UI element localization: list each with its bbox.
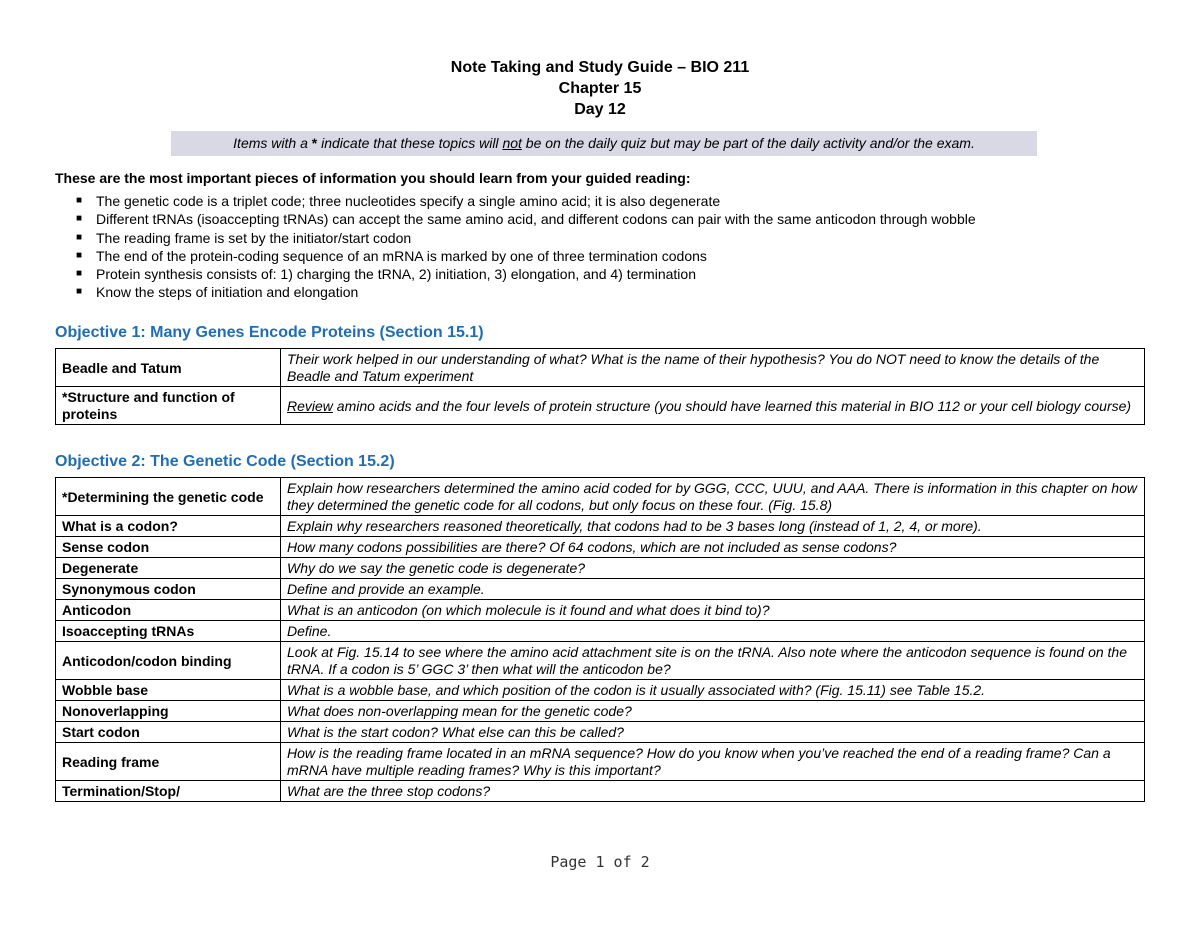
table-row (56, 722, 1145, 743)
description-cell: What are the three stop codons? (281, 781, 1145, 802)
term-cell: Termination/Stop/ (56, 781, 281, 802)
key-points-list (76, 192, 976, 302)
bullet-icon: ■ (76, 249, 83, 261)
table-row (56, 743, 1145, 781)
term-cell: Reading frame (56, 743, 281, 781)
term-cell: Start codon (56, 722, 281, 743)
bullet-icon: ■ (76, 268, 83, 280)
description-cell: Define and provide an example. (281, 579, 1145, 600)
intro-heading: These are the most important pieces of information you should learn from your guided reading: (55, 170, 691, 186)
table-row (56, 621, 1145, 642)
bullet-icon: ■ (76, 286, 83, 298)
notice-star: * (311, 135, 318, 151)
document-header (0, 57, 1200, 120)
key-point: ■ The reading frame is set by the initiator/start codon (76, 229, 412, 246)
description-cell: How many codons possibilities are there? Of 64 codons, which are not included as sense codons? (281, 537, 1145, 558)
key-point: ■ Know the steps of initiation and elongation (76, 284, 359, 301)
notice-text-before: Items with a (233, 135, 312, 151)
bullet-icon: ■ (76, 231, 83, 243)
term-cell: Isoaccepting tRNAs (56, 621, 281, 642)
term-cell: What is a codon? (56, 516, 281, 537)
description-cell: What is a wobble base, and which position of the codon is it usually associated with? (Fig. 15.11) see Table 15.2. (281, 680, 1145, 701)
term-cell: Anticodon/codon binding (56, 642, 281, 680)
chapter-label: Chapter 15 (558, 80, 642, 97)
table-row (56, 701, 1145, 722)
objective-2-heading: Objective 2: The Genetic Code (Section 15.2) (55, 453, 395, 470)
description-cell: What is an anticodon (on which molecule is it found and what does it bind to)? (281, 600, 1145, 621)
description-cell: Define. (281, 621, 1145, 642)
page-number: Page 1 of 2 (550, 853, 650, 871)
key-point: ■ The end of the protein-coding sequence of an mRNA is marked by one of three termination codons (76, 247, 707, 264)
document-title: Note Taking and Study Guide – BIO 211 (450, 59, 750, 76)
term-cell: Beadle and Tatum (56, 349, 281, 387)
description-cell: Their work helped in our understanding of what? What is the name of their hypothesis? You do NOT need to know the details of the Beadle and Tatum experiment (281, 349, 1145, 387)
table-row (56, 680, 1145, 701)
day-label: Day 12 (574, 101, 626, 118)
description-cell: Why do we say the genetic code is degenerate? (281, 558, 1145, 579)
table-row (56, 600, 1145, 621)
notice-text-middle: indicate that these topics will (317, 135, 503, 151)
term-cell: Synonymous codon (56, 579, 281, 600)
table-row (56, 478, 1145, 516)
key-point: ■ Different tRNAs (isoaccepting tRNAs) can accept the same amino acid, and different codons can pair with the same anticodon through wobble (76, 211, 976, 228)
table-row (56, 537, 1145, 558)
notice-underlined: not (502, 135, 522, 151)
term-cell: *Structure and function of proteins (56, 387, 281, 425)
table-row (56, 516, 1145, 537)
term-cell: Anticodon (56, 600, 281, 621)
notice-text-after: be on the daily quiz but may be part of the daily activity and/or the exam. (521, 135, 975, 151)
table-row (56, 387, 1145, 425)
key-point: ■ Protein synthesis consists of: 1) charging the tRNA, 2) initiation, 3) elongation, and 4) termination (76, 266, 696, 283)
objective-1-heading: Objective 1: Many Genes Encode Proteins (Section 15.1) (55, 324, 484, 341)
notice-banner (171, 131, 1037, 156)
term-cell: *Determining the genetic code (56, 478, 281, 516)
term-cell: Sense codon (56, 537, 281, 558)
description-cell: Explain why researchers reasoned theoretically, that codons had to be 3 bases long (instead of 1, 2, 4, or more). (281, 516, 1145, 537)
table-row (56, 579, 1145, 600)
table-row (56, 558, 1145, 579)
objective-1-table (55, 348, 1145, 425)
description-cell: What is the start codon? What else can this be called? (281, 722, 1145, 743)
table-row (56, 349, 1145, 387)
description-cell: Explain how researchers determined the amino acid coded for by GGG, CCC, UUU, and AAA. There is information in this chapter on how they determined the genetic code for all codons, but only focus on these four. (Fig. 15.8) (281, 478, 1145, 516)
description-cell: How is the reading frame located in an mRNA sequence? How do you know when you’ve reached the end of a reading frame? Can a mRNA have multiple reading frames? Why is this important? (281, 743, 1145, 781)
table-row (56, 642, 1145, 680)
term-cell: Wobble base (56, 680, 281, 701)
table-row (56, 781, 1145, 802)
objective-2-table (55, 477, 1145, 802)
key-point: ■ The genetic code is a triplet code; three nucleotides specify a single amino acid; it is also degenerate (76, 193, 721, 209)
description-cell: Look at Fig. 15.14 to see where the amino acid attachment site is on the tRNA. Also note where the anticodon sequence is found on the tRNA. If a codon is 5’ GGC 3’ then what will the anticodon be? (281, 642, 1145, 680)
description-cell: What does non-overlapping mean for the genetic code? (281, 701, 1145, 722)
bullet-icon: ■ (76, 195, 83, 206)
bullet-icon: ■ (76, 213, 83, 225)
description-cell: Review amino acids and the four levels of protein structure (you should have learned this material in BIO 112 or your cell biology course) (281, 387, 1145, 425)
term-cell: Degenerate (56, 558, 281, 579)
term-cell: Nonoverlapping (56, 701, 281, 722)
